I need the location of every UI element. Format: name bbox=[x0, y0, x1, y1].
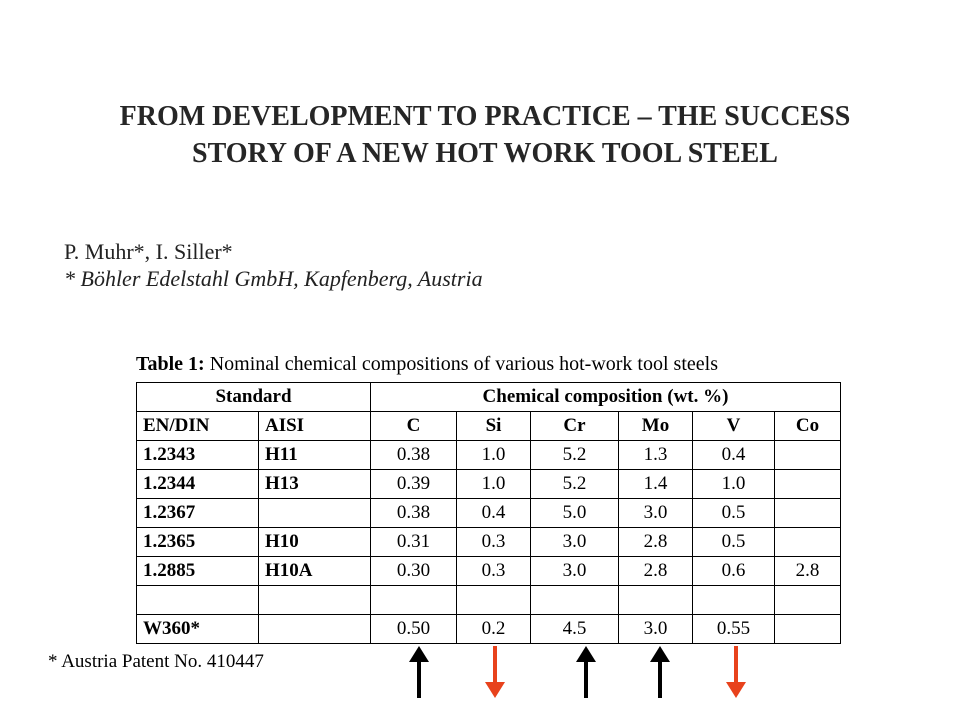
cell-cr: 5.2 bbox=[531, 470, 619, 499]
table-row bbox=[137, 528, 841, 557]
cell-cr: 3.0 bbox=[531, 528, 619, 557]
cell-si: 1.0 bbox=[457, 441, 531, 470]
cell-aisi: H10 bbox=[259, 528, 371, 557]
table-row bbox=[137, 441, 841, 470]
cell-en-din: W360* bbox=[137, 615, 259, 644]
authors: P. Muhr*, I. Siller* bbox=[64, 239, 233, 264]
cell-mo: 1.4 bbox=[619, 470, 693, 499]
col-header-cr: Cr bbox=[531, 412, 619, 441]
col-header-si: Si bbox=[457, 412, 531, 441]
table-row bbox=[137, 557, 841, 586]
author-block bbox=[64, 238, 483, 292]
paper-title bbox=[60, 98, 910, 172]
cell-si: 0.3 bbox=[457, 528, 531, 557]
cell-cr: 5.0 bbox=[531, 499, 619, 528]
arrow-up-icon bbox=[407, 646, 431, 698]
col-header-c: C bbox=[371, 412, 457, 441]
cell-si: 1.0 bbox=[457, 470, 531, 499]
cell-cr bbox=[531, 586, 619, 615]
cell-si: 0.2 bbox=[457, 615, 531, 644]
cell-co bbox=[775, 499, 841, 528]
cell-mo: 3.0 bbox=[619, 499, 693, 528]
cell-v: 0.5 bbox=[693, 499, 775, 528]
table-row bbox=[137, 470, 841, 499]
title-line-2: STORY OF A NEW HOT WORK TOOL STEEL bbox=[192, 138, 778, 169]
cell-en-din: 1.2367 bbox=[137, 499, 259, 528]
cell-v: 0.55 bbox=[693, 615, 775, 644]
cell-c: 0.38 bbox=[371, 441, 457, 470]
table-row bbox=[137, 586, 841, 615]
cell-v: 0.6 bbox=[693, 557, 775, 586]
cell-co: 2.8 bbox=[775, 557, 841, 586]
cell-en-din: 1.2885 bbox=[137, 557, 259, 586]
cell-mo: 2.8 bbox=[619, 557, 693, 586]
cell-aisi: H11 bbox=[259, 441, 371, 470]
column-header-row bbox=[137, 412, 841, 441]
cell-co bbox=[775, 615, 841, 644]
cell-v: 1.0 bbox=[693, 470, 775, 499]
table-caption bbox=[136, 352, 718, 376]
cell-c: 0.50 bbox=[371, 615, 457, 644]
cell-si: 0.3 bbox=[457, 557, 531, 586]
caption-text: Nominal chemical compositions of various hot-work tool steels bbox=[204, 353, 718, 375]
title-line-1: FROM DEVELOPMENT TO PRACTICE – THE SUCCESS bbox=[119, 101, 851, 132]
cell-si bbox=[457, 586, 531, 615]
cell-c: 0.39 bbox=[371, 470, 457, 499]
cell-v: 0.5 bbox=[693, 528, 775, 557]
cell-aisi bbox=[259, 615, 371, 644]
cell-en-din: 1.2365 bbox=[137, 528, 259, 557]
table-row bbox=[137, 615, 841, 644]
col-header-v: V bbox=[693, 412, 775, 441]
cell-si: 0.4 bbox=[457, 499, 531, 528]
cell-co bbox=[775, 586, 841, 615]
cell-en-din: 1.2343 bbox=[137, 441, 259, 470]
arrow-down-icon bbox=[724, 646, 748, 698]
cell-aisi bbox=[259, 586, 371, 615]
arrow-up-icon bbox=[648, 646, 672, 698]
cell-mo: 1.3 bbox=[619, 441, 693, 470]
cell-mo bbox=[619, 586, 693, 615]
affiliation: * Böhler Edelstahl GmbH, Kapfenberg, Austria bbox=[64, 266, 483, 291]
cell-cr: 5.2 bbox=[531, 441, 619, 470]
header-standard: Standard bbox=[137, 383, 371, 412]
cell-v bbox=[693, 586, 775, 615]
col-header-aisi: AISI bbox=[259, 412, 371, 441]
col-header-co: Co bbox=[775, 412, 841, 441]
cell-c bbox=[371, 586, 457, 615]
cell-cr: 4.5 bbox=[531, 615, 619, 644]
cell-en-din bbox=[137, 586, 259, 615]
arrow-up-icon bbox=[574, 646, 598, 698]
table-row bbox=[137, 499, 841, 528]
cell-co bbox=[775, 528, 841, 557]
col-header-en-din: EN/DIN bbox=[137, 412, 259, 441]
cell-aisi: H13 bbox=[259, 470, 371, 499]
cell-aisi: H10A bbox=[259, 557, 371, 586]
cell-co bbox=[775, 470, 841, 499]
arrow-down-icon bbox=[483, 646, 507, 698]
header-composition: Chemical composition (wt. %) bbox=[371, 383, 841, 412]
cell-mo: 2.8 bbox=[619, 528, 693, 557]
composition-table bbox=[136, 382, 841, 644]
group-header-row bbox=[137, 383, 841, 412]
col-header-mo: Mo bbox=[619, 412, 693, 441]
cell-en-din: 1.2344 bbox=[137, 470, 259, 499]
cell-aisi bbox=[259, 499, 371, 528]
cell-cr: 3.0 bbox=[531, 557, 619, 586]
cell-co bbox=[775, 441, 841, 470]
cell-mo: 3.0 bbox=[619, 615, 693, 644]
cell-v: 0.4 bbox=[693, 441, 775, 470]
cell-c: 0.31 bbox=[371, 528, 457, 557]
cell-c: 0.30 bbox=[371, 557, 457, 586]
cell-c: 0.38 bbox=[371, 499, 457, 528]
caption-label: Table 1: bbox=[136, 353, 205, 375]
footnote: * Austria Patent No. 410447 bbox=[48, 651, 264, 672]
